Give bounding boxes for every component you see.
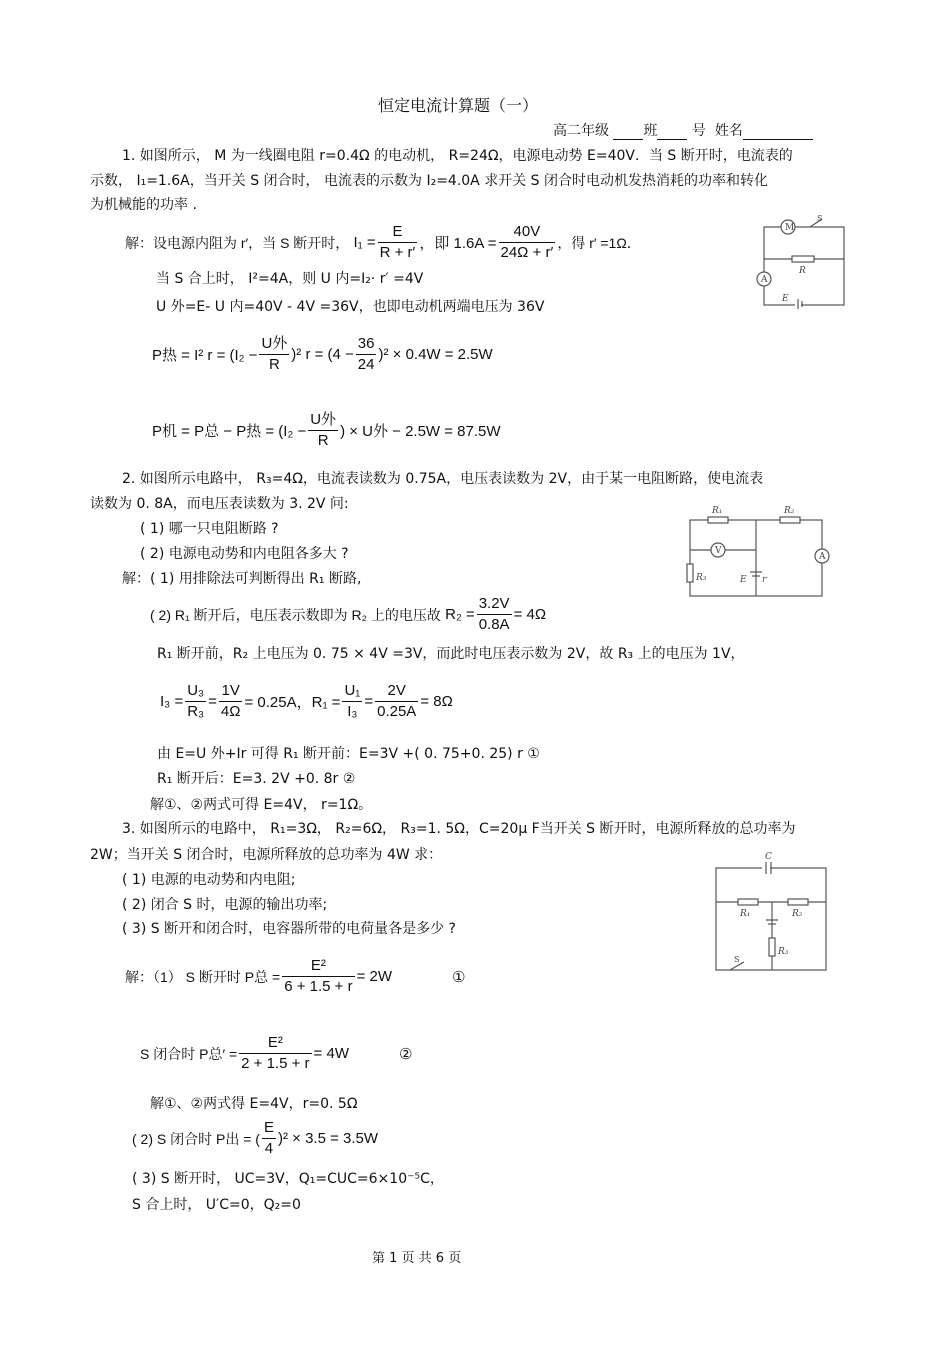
svg-text:R₂: R₂ (784, 506, 795, 516)
number-label: 号 (691, 123, 706, 139)
svg-text:V: V (715, 546, 722, 556)
equation-marker: ① (452, 968, 466, 986)
svg-text:A: A (761, 275, 768, 285)
q2-r2-formula (150, 594, 546, 635)
q2-line-1: 2. 如图所示电路中， R₃=4Ω，电流表读数为 0.75A，电压表读数为 2V，由于某一电阻断路，使电流表 (122, 471, 764, 487)
page-title: 恒定电流计算题（一） (378, 96, 539, 115)
q3-answer-3: 解①、②两式得 E=4V，r=0. 5Ω (150, 1096, 358, 1112)
svg-text:S: S (817, 214, 823, 223)
fraction: $\frac{\text{U外}}{R}$ (310, 411, 337, 449)
formula-part: P机 = P总 − P热 = (I₂ − (152, 423, 307, 440)
student-info-line (553, 122, 813, 140)
name-blank[interactable] (743, 125, 813, 140)
equation-marker: ② (398, 1045, 413, 1063)
q2-answer-1: 解：( 1) 用排除法可判断得出 R₁ 断路, (122, 571, 362, 587)
svg-text:R₂: R₂ (792, 909, 803, 919)
q3-open-power-formula (125, 956, 465, 997)
class-blank[interactable] (613, 125, 643, 140)
page-footer: 第 1 页 共 6 页 (372, 1251, 462, 1266)
name-label: 姓名 (714, 123, 743, 139)
fraction: $\frac{E}{4}$ (263, 1119, 274, 1157)
q2-sub-question-1: ( 1) 哪一只电阻断路 ? (140, 521, 279, 537)
fraction: $\frac{40V}{24\Omega + r'}$ (500, 223, 554, 261)
formula-part: S 闭合时 P总′ = (140, 1045, 238, 1062)
q3-answer-5: ( 3) S 断开时， UC=3V，Q₁=CUC=6×10⁻⁵C， (132, 1171, 444, 1187)
circuit-diagram-1 (752, 213, 852, 309)
svg-text:E: E (782, 294, 789, 304)
svg-text:R₃: R₃ (778, 947, 789, 957)
q3-answer-6: S 合上时， U′C=0，Q₂=0 (132, 1197, 301, 1213)
formula-part: 解：（1） S 断开时 P总 = (125, 968, 281, 985)
number-blank[interactable] (657, 125, 687, 140)
fraction: $\frac{36}{24}$ (357, 335, 375, 373)
svg-text:R₁: R₁ (740, 909, 751, 919)
formula-part: ( 2) S 闭合时 P出 = ( (132, 1130, 260, 1147)
formula-part: )² × 0.4W = 2.5W (378, 346, 493, 363)
fraction: $\frac{\text{U₁}}{\text{I₃}}$ (344, 682, 361, 720)
formula-part: = 8Ω (420, 693, 453, 710)
fraction: $\frac{\text{E²}}{2 + 1.5 + r}$ (241, 1034, 310, 1072)
formula-part: R₂ = (445, 606, 475, 623)
q1-heat-power-formula (152, 334, 493, 375)
svg-text:S: S (734, 955, 740, 964)
q1-line-2: 示数， I₁=1.6A，当开关 S 闭合时， 电流表的示数为 I₂=4.0A 求开关 S 闭合时电动机发热消耗的功率和转化 (90, 173, 768, 189)
q1-mech-power-formula (152, 410, 501, 451)
formula-part: P热 = I² r = (I₂ − (152, 347, 258, 364)
q3-sub-question-1: ( 1) 电源的电动势和内电阻; (122, 872, 296, 888)
svg-text:E: E (740, 575, 747, 585)
formula-part: = 4W (313, 1045, 349, 1062)
circuit-diagram-3 (710, 850, 830, 974)
svg-text:r: r (762, 575, 767, 585)
q1-sol-line-3: U 外=E- U 内=40V - 4V =36V，也即电动机两端电压为 36V (156, 299, 545, 315)
svg-text:M: M (785, 223, 795, 233)
formula-part: ) × U外 − 2.5W = 87.5W (340, 423, 501, 440)
svg-text:R: R (799, 266, 806, 276)
svg-text:R₃: R₃ (696, 573, 707, 583)
q1-sol-text-a: 解：设电源内阻为 r′，当 S 断开时， (125, 234, 350, 251)
q1-sol-text-d: ，得 r′ =1Ω． (557, 234, 641, 251)
fraction: $\frac{1V}{4\Omega}$ (220, 682, 241, 720)
q2-answer-6: R₁ 断开后：E=3. 2V +0. 8r ② (157, 771, 356, 787)
q3-line-1: 3. 如图所示的电路中， R₁=3Ω， R₂=6Ω， R₃=1. 5Ω，C=20μ F当开关 S 断开时，电源所释放的总功率为 (122, 821, 796, 837)
q3-sub-question-2: ( 2) 闭合 S 时，电源的输出功率; (122, 897, 328, 913)
formula-part: )² r = (4 − (291, 346, 354, 363)
circuit-diagram-2 (686, 502, 831, 600)
q3-sub-question-3: ( 3) S 断开和闭合时，电容器所带的电荷量各是多少 ? (122, 921, 456, 937)
formula-part: = 0.25A，R₁ = (244, 694, 341, 711)
q3-line-2: 2W；当开关 S 闭合时，电源所释放的总功率为 4W 求： (90, 847, 443, 863)
q1-sol-text-c: ，即 1.6A = (419, 235, 497, 252)
svg-text:A: A (819, 552, 826, 562)
fraction: $\frac{3.2V}{0.8A}$ (478, 595, 510, 633)
q1-sol-text-b: I₁ = (353, 234, 376, 251)
svg-text:C: C (765, 852, 772, 862)
q2-answer-7: 解①、②两式可得 E=4V， r=1Ω。 (150, 797, 373, 813)
q2-i3-r1-formula (160, 681, 453, 722)
q2-line-2: 读数为 0. 8A，而电压表读数为 3. 2V 问: (90, 496, 349, 512)
formula-part: = (364, 693, 374, 710)
formula-part: I₃ = (160, 693, 184, 710)
grade-label: 高二年级 (553, 123, 609, 139)
q3-output-power-formula (132, 1118, 378, 1159)
formula-part: )² × 3.5 = 3.5W (277, 1130, 379, 1147)
formula-part: ( 2) R₁ 断开后，电压表示数即为 R₂ 上的电压故 (150, 606, 441, 623)
q2-sub-question-2: ( 2) 电源电动势和内电阻各多大 ? (140, 546, 349, 562)
fraction: $\frac{2V}{0.25A}$ (377, 682, 417, 720)
fraction: $\frac{\text{U外}}{R}$ (261, 335, 288, 373)
q1-solution-formula (125, 222, 641, 263)
q2-answer-5: 由 E=U 外+Ir 可得 R₁ 断开前：E=3V +( 0. 75+0. 25) r ① (157, 746, 540, 762)
q1-line-3: 为机械能的功率 . (90, 197, 197, 213)
class-label: 班 (643, 123, 658, 139)
q3-closed-power-formula (140, 1033, 412, 1074)
formula-part: = (208, 693, 217, 710)
svg-text:R₁: R₁ (712, 506, 723, 516)
q2-answer-3: R₁ 断开前，R₂ 上电压为 0. 75 × 4V =3V，而此时电压表示数为 2V，故 R₃ 上的电压为 1V， (157, 646, 745, 662)
formula-part: = 4Ω (513, 606, 547, 623)
fraction: $\frac{E}{R + r'}$ (379, 223, 416, 261)
formula-part: = 2W (356, 968, 393, 985)
q1-line-1: 1. 如图所示， M 为一线圈电阻 r=0.4Ω 的电动机， R=24Ω，电源电动势 E=40V．当 S 断开时，电流表的 (122, 148, 793, 164)
fraction: $\frac{\text{U₃}}{\text{R₃}}$ (187, 682, 205, 720)
q1-sol-line-2: 当 S 合上时， I²=4A，则 U 内=I₂· r′ =4V (156, 271, 424, 287)
fraction: $\frac{\text{E²}}{6 + 1.5 + r}$ (284, 957, 353, 995)
